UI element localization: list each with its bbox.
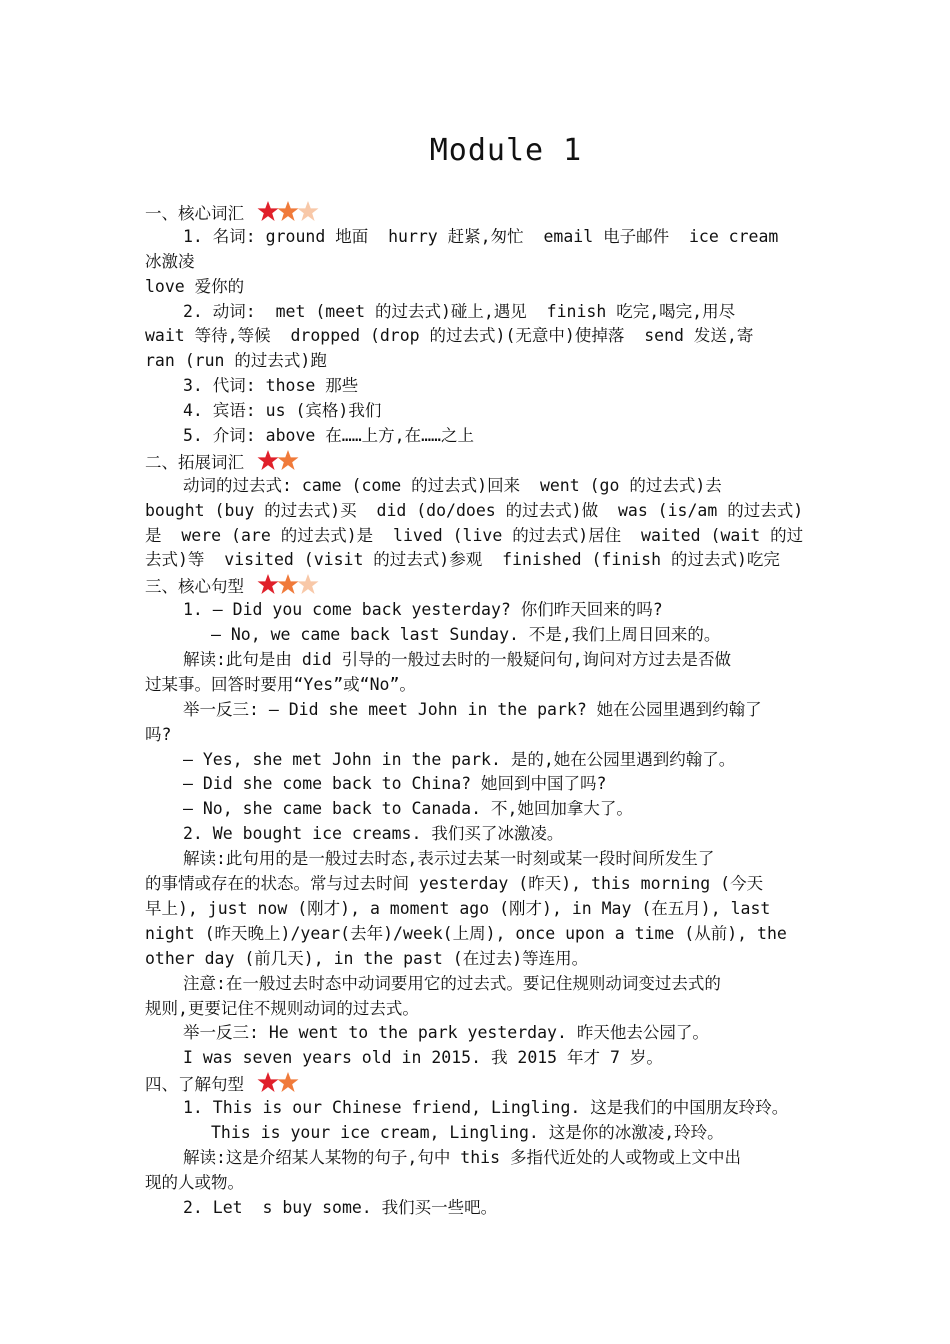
- star-rating: [256, 1071, 296, 1093]
- line-text: 动词的过去式: came (come 的过去式)回来 went (go 的过去式)去: [183, 475, 722, 495]
- line-text: 1. 名词: ground 地面 hurry 赶紧,匆忙 email 电子邮件 ice cream: [183, 226, 779, 246]
- text-line: [145, 972, 807, 997]
- document-body: [145, 200, 807, 1221]
- line-text: 的事情或存在的状态。常与过去时间 yesterday (昨天), this morning (今天: [145, 874, 764, 894]
- line-text: 举一反三: He went to the park yesterday. 昨天他去公园了。: [183, 1023, 709, 1043]
- star-icon: [276, 449, 300, 471]
- line-text: 解读:这是介绍某人某物的句子,句中 this 多指代近处的人或物或上文中出: [183, 1147, 741, 1167]
- text-line: [145, 300, 807, 325]
- text-line: [145, 947, 807, 972]
- text-line: [145, 548, 807, 573]
- star-rating: [256, 573, 316, 595]
- text-line: [145, 1196, 807, 1221]
- line-text: 一、核心词汇: [145, 204, 244, 223]
- text-line: [145, 822, 807, 847]
- text-line: [145, 1096, 807, 1121]
- line-text: — No, we came back last Sunday. 不是,我们上周日回来的。: [211, 625, 721, 645]
- text-line: [145, 772, 807, 797]
- text-line: [145, 275, 807, 300]
- section-heading: [145, 449, 807, 474]
- line-text: night (昨天晚上)/year(去年)/week(上周), once upon a time (从前), the: [145, 923, 787, 943]
- line-text: 2. 动词: met (meet 的过去式)碰上,遇见 finish 吃完,喝完,用尽: [183, 301, 736, 321]
- line-text: 解读:此句是由 did 引导的一般过去时的一般疑问句,询问对方过去是否做: [183, 650, 732, 670]
- line-text: 过某事。回答时要用“Yes”或“No”。: [145, 674, 416, 694]
- line-text: 是 were (are 的过去式)是 lived (live 的过去式)居住 waited (wait 的过: [145, 525, 804, 545]
- line-text: wait 等待,等候 dropped (drop 的过去式)(无意中)使掉落 send 发送,寄: [145, 326, 754, 346]
- text-line: [145, 997, 807, 1022]
- line-text: 三、核心句型: [145, 577, 244, 597]
- line-text: 现的人或物。: [145, 1172, 244, 1192]
- line-text: This is your ice cream, Lingling. 这是你的冰激凌,玲玲。: [211, 1122, 724, 1142]
- text-line: [145, 474, 807, 499]
- text-line: [145, 648, 807, 673]
- text-line: [145, 698, 807, 723]
- line-text: 吗?: [145, 724, 172, 744]
- line-text: 1. — Did you come back yesterday? 你们昨天回来的吗?: [183, 600, 663, 620]
- line-text: 早上), just now (刚才), a moment ago (刚才), in May (在五月), last: [145, 898, 771, 918]
- line-text: 冰激凌: [145, 251, 195, 271]
- line-text: 注意:在一般过去时态中动词要用它的过去式。要记住规则动词变过去式的: [183, 973, 721, 993]
- text-line: [145, 1171, 807, 1196]
- star-icon: [296, 573, 320, 595]
- line-text: 2. Let s buy some. 我们买一些吧。: [183, 1197, 498, 1217]
- line-text: ran (run 的过去式)跑: [145, 351, 327, 371]
- star-rating: [256, 200, 316, 222]
- section-heading: [145, 573, 807, 598]
- page-title: Module 1: [429, 133, 583, 168]
- text-line: [145, 897, 807, 922]
- text-line: [145, 349, 807, 374]
- text-line: [145, 673, 807, 698]
- line-text: 1. This is our Chinese friend, Lingling. 这是我们的中国朋友玲玲。: [183, 1098, 789, 1118]
- text-line: [145, 723, 807, 748]
- star-icon: [296, 200, 320, 222]
- text-line: [145, 748, 807, 773]
- text-line: [145, 847, 807, 872]
- line-text: 去式)等 visited (visit 的过去式)参观 finished (finish 的过去式)吃完: [145, 550, 780, 570]
- text-line: [145, 374, 807, 399]
- line-text: 四、了解句型: [145, 1075, 244, 1095]
- line-text: 2. We bought ice creams. 我们买了冰激凌。: [183, 824, 564, 844]
- text-line: [145, 524, 807, 549]
- line-text: — Did she come back to China? 她回到中国了吗?: [183, 774, 607, 794]
- line-text: 规则,更要记住不规则动词的过去式。: [145, 998, 419, 1018]
- line-text: love 爱你的: [145, 276, 245, 296]
- text-line: [145, 1046, 807, 1071]
- text-line: [145, 922, 807, 947]
- text-line: [145, 623, 807, 648]
- line-text: 二、拓展词汇: [145, 452, 244, 472]
- line-text: — No, she came back to Canada. 不,她回加拿大了。: [183, 799, 633, 819]
- text-line: [145, 598, 807, 623]
- star-rating: [256, 449, 296, 471]
- star-icon: [276, 1071, 300, 1093]
- text-line: [145, 1021, 807, 1046]
- text-line: [145, 797, 807, 822]
- text-line: [145, 225, 807, 250]
- text-line: [145, 250, 807, 275]
- line-text: bought (buy 的过去式)买 did (do/does 的过去式)做 was (is/am 的过去式): [145, 500, 804, 520]
- text-line: [145, 324, 807, 349]
- section-heading: [145, 200, 807, 225]
- line-text: 解读:此句用的是一般过去时态,表示过去某一时刻或某一段时间所发生了: [183, 849, 715, 869]
- line-text: I was seven years old in 2015. 我 2015 年才 7 岁。: [183, 1048, 663, 1068]
- line-text: 4. 宾语: us (宾格)我们: [183, 401, 382, 421]
- line-text: 3. 代词: those 那些: [183, 376, 359, 396]
- text-line: [145, 424, 807, 449]
- text-line: [145, 399, 807, 424]
- line-text: — Yes, she met John in the park. 是的,她在公园里遇到约翰了。: [183, 749, 736, 769]
- section-heading: [145, 1071, 807, 1096]
- line-text: 举一反三: — Did she meet John in the park? 她在公园里遇到约翰了: [183, 699, 762, 719]
- line-text: 5. 介词: above 在……上方,在……之上: [183, 426, 474, 446]
- text-line: [145, 872, 807, 897]
- text-line: [145, 499, 807, 524]
- line-text: other day (前几天), in the past (在过去)等连用。: [145, 948, 589, 968]
- text-line: [145, 1121, 807, 1146]
- text-line: [145, 1146, 807, 1171]
